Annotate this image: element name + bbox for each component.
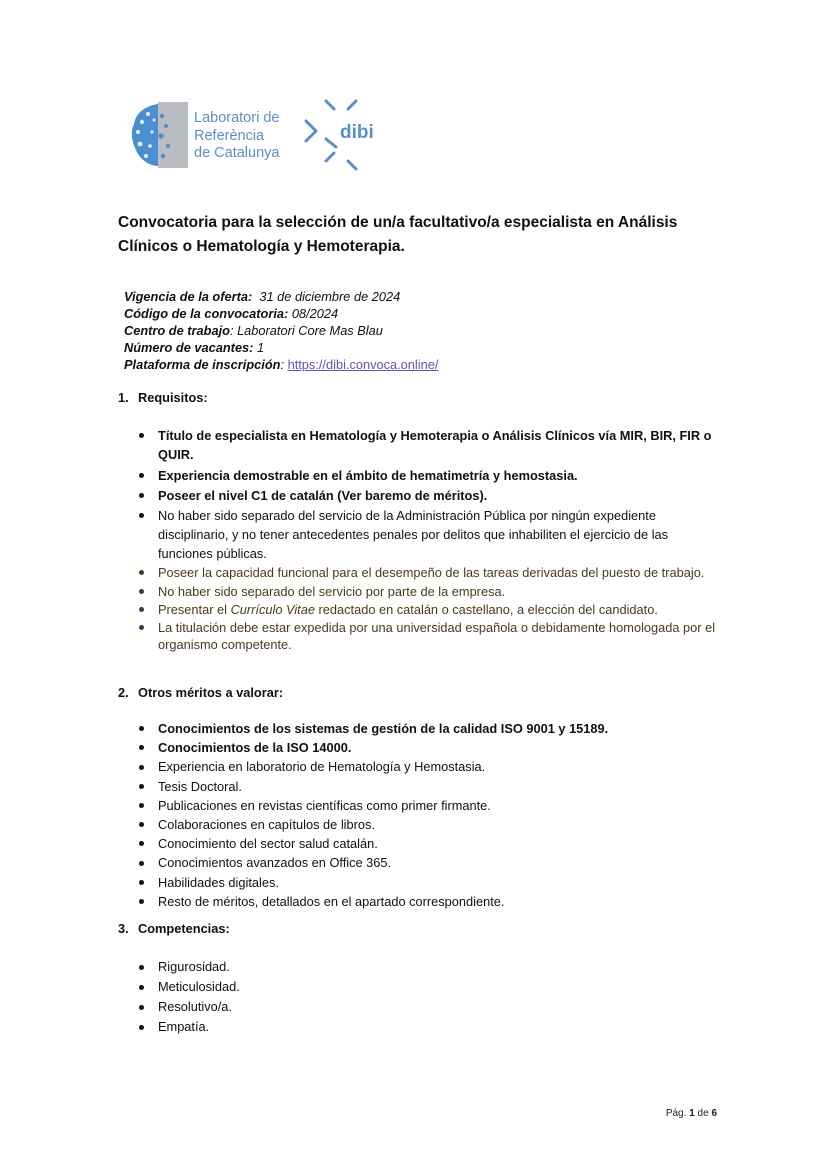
list-item: Experiencia demostrable en el ámbito de hematimetría y hemostasia.: [136, 466, 716, 485]
vacantes-label: Número de vacantes:: [124, 340, 254, 355]
section-meritos-heading: [118, 685, 283, 700]
plataforma-sep: :: [280, 357, 285, 372]
list-item: [136, 601, 716, 618]
centro-value: : Laboratori Core Mas Blau: [229, 323, 383, 338]
meta-codigo: [124, 305, 438, 322]
meta-centro: [124, 322, 438, 339]
list-item: No haber sido separado del servicio de la Administración Pública por ningún expediente disciplinario, y no tener antecedentes penales por delitos que inhabiliten el ejercicio de las funciones públicas.: [136, 506, 716, 563]
lrc-logo-line-3: de Catalunya: [194, 145, 280, 161]
list-item: Resolutivo/a.: [136, 997, 716, 1017]
page-footer: [666, 1108, 717, 1119]
lrc-logo-line-1: Laboratori de: [194, 110, 280, 126]
dibi-logo-text: dibi: [340, 122, 374, 143]
section-number: 1.: [118, 390, 129, 405]
list-item: No haber sido separado del servicio por parte de la empresa.: [136, 583, 716, 600]
meta-vacantes: [124, 339, 438, 356]
section-number: 2.: [118, 685, 129, 700]
list-item: Poseer el nivel C1 de catalán (Ver baremo de méritos).: [136, 486, 716, 505]
list-item: Colaboraciones en capítulos de libros.: [136, 815, 716, 834]
list-item: Empatía.: [136, 1017, 716, 1037]
competencias-list: [136, 957, 716, 1037]
vigencia-label: Vigencia de la oferta:: [124, 289, 253, 304]
vacantes-value: 1: [257, 340, 265, 355]
section-requisitos-heading: [118, 390, 208, 405]
list-item: Conocimientos de la ISO 14000.: [136, 738, 716, 757]
list-item: Resto de méritos, detallados en el apartado correspondiente.: [136, 892, 716, 911]
list-item: Tesis Doctoral.: [136, 777, 716, 796]
lrc-logo-line-2: Referència: [194, 127, 265, 144]
lrc-logo-text: [194, 110, 279, 163]
list-item: Conocimiento del sector salud catalán.: [136, 834, 716, 853]
codigo-label: Código de la convocatoria:: [124, 306, 289, 321]
curriculo-vitae-text: Currículo Vitae: [230, 602, 315, 617]
section-heading-text: Competencias:: [138, 921, 230, 936]
codigo-value: 08/2024: [291, 306, 339, 321]
list-item: Conocimientos de los sistemas de gestión de la calidad ISO 9001 y 15189.: [136, 719, 716, 738]
list-item: Título de especialista en Hematología y Hemoterapia o Análisis Clínicos vía MIR, BIR, FIR o QUIR.: [136, 426, 716, 464]
offer-meta: [124, 288, 438, 373]
meta-vigencia: [124, 288, 438, 305]
meta-plataforma: [124, 356, 438, 373]
footer-total: 6: [711, 1108, 717, 1119]
page-title: Convocatoria para la selección de un/a facultativo/a especialista en Análisis Clínicos o Hematología y Hemoterapia.: [118, 214, 678, 255]
list-item: Poseer la capacidad funcional para el desempeño de las tareas derivadas del puesto de trabajo.: [136, 564, 716, 581]
section-heading-text: Otros méritos a valorar:: [138, 685, 284, 700]
list-item: La titulación debe estar expedida por una universidad española o debidamente homologada por el organismo competente.: [136, 619, 716, 653]
requisitos-list: [136, 426, 716, 653]
lrc-emblem-logo: [128, 102, 188, 168]
list-item: Meticulosidad.: [136, 977, 716, 997]
section-number: 3.: [118, 921, 129, 936]
footer-mid: de: [694, 1108, 712, 1119]
section-heading-text: Requisitos:: [138, 390, 208, 405]
footer-prefix: Pág.: [665, 1108, 690, 1119]
plataforma-link[interactable]: https://dibi.convoca.online/: [287, 357, 439, 372]
list-item: Conocimientos avanzados en Office 365.: [136, 853, 716, 872]
presentar-text-post: redactado en catalán o castellano, a elección del candidato.: [314, 602, 658, 617]
list-item: Experiencia en laboratorio de Hematología y Hemostasia.: [136, 757, 716, 776]
meritos-list: [136, 719, 716, 911]
list-item: Publicaciones en revistas científicas como primer firmante.: [136, 796, 716, 815]
plataforma-label: Plataforma de inscripción: [124, 357, 281, 372]
presentar-text-pre: Presentar el: [158, 602, 231, 617]
footer-page: 1: [689, 1108, 695, 1119]
dibi-logo: [302, 97, 386, 173]
vigencia-value: 31 de diciembre de 2024: [259, 289, 401, 304]
centro-label: Centro de trabajo: [124, 323, 230, 338]
list-item: Habilidades digitales.: [136, 873, 716, 892]
list-item: Rigurosidad.: [136, 957, 716, 977]
section-competencias-heading: [118, 921, 230, 936]
